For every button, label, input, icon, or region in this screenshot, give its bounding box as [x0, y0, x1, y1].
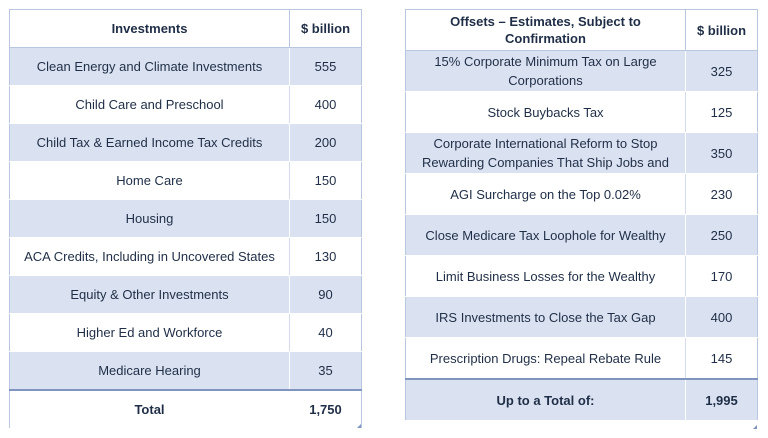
row-label: Home Care: [10, 162, 290, 200]
row-label: ACA Credits, Including in Uncovered States: [10, 238, 290, 276]
offsets-total-row: [406, 379, 758, 421]
row-label: Close Medicare Tax Loophole for Wealthy: [406, 215, 686, 256]
table-row: [406, 215, 758, 256]
row-value: 200: [290, 124, 362, 162]
offsets-header-row: [406, 10, 758, 51]
table-row: [10, 352, 362, 391]
row-value: 230: [686, 174, 758, 215]
table-row: [10, 200, 362, 238]
row-value: 40: [290, 314, 362, 352]
table-resize-handle: [753, 425, 757, 429]
row-value: 400: [290, 86, 362, 124]
table-row: [406, 92, 758, 133]
table-row: [10, 276, 362, 314]
row-value: 130: [290, 238, 362, 276]
table-row: [10, 48, 362, 86]
investments-header-unit: $ billion: [290, 10, 362, 48]
row-label: Equity & Other Investments: [10, 276, 290, 314]
row-value: 150: [290, 200, 362, 238]
offsets-table: [405, 9, 758, 421]
total-value: 1,995: [686, 379, 758, 421]
table-row: [406, 51, 758, 92]
row-label: Corporate International Reform to Stop Rewarding Companies That Ship Jobs and: [406, 133, 686, 174]
row-label: Limit Business Losses for the Wealthy: [406, 256, 686, 297]
table-row: [406, 338, 758, 380]
total-label: Total: [10, 390, 290, 429]
row-label: Child Tax & Earned Income Tax Credits: [10, 124, 290, 162]
row-value: 35: [290, 352, 362, 391]
row-value: 125: [686, 92, 758, 133]
table-resize-handle: [357, 424, 361, 428]
row-value: 555: [290, 48, 362, 86]
table-row: [10, 124, 362, 162]
investments-table: [9, 9, 362, 429]
table-row: [10, 162, 362, 200]
row-label: Housing: [10, 200, 290, 238]
row-value: 350: [686, 133, 758, 174]
table-row: [10, 238, 362, 276]
row-value: 145: [686, 338, 758, 380]
row-label: Higher Ed and Workforce: [10, 314, 290, 352]
table-row: [406, 133, 758, 174]
table-row: [10, 314, 362, 352]
table-row: [406, 256, 758, 297]
offsets-header-label: Offsets – Estimates, Subject to Confirmation: [406, 10, 686, 51]
row-value: 325: [686, 51, 758, 92]
total-value: 1,750: [290, 390, 362, 429]
investments-header-row: [10, 10, 362, 48]
row-label: Stock Buybacks Tax: [406, 92, 686, 133]
row-label: IRS Investments to Close the Tax Gap: [406, 297, 686, 338]
row-label: AGI Surcharge on the Top 0.02%: [406, 174, 686, 215]
table-row: [406, 174, 758, 215]
total-label: Up to a Total of:: [406, 379, 686, 421]
table-row: [406, 297, 758, 338]
row-value: 400: [686, 297, 758, 338]
row-value: 90: [290, 276, 362, 314]
row-value: 250: [686, 215, 758, 256]
row-label: Prescription Drugs: Repeal Rebate Rule: [406, 338, 686, 380]
row-label: Clean Energy and Climate Investments: [10, 48, 290, 86]
table-row: [10, 86, 362, 124]
investments-header-label: Investments: [10, 10, 290, 48]
row-label: 15% Corporate Minimum Tax on Large Corporations: [406, 51, 686, 92]
row-value: 170: [686, 256, 758, 297]
row-value: 150: [290, 162, 362, 200]
row-label: Child Care and Preschool: [10, 86, 290, 124]
investments-total-row: [10, 390, 362, 429]
offsets-header-unit: $ billion: [686, 10, 758, 51]
row-label: Medicare Hearing: [10, 352, 290, 391]
